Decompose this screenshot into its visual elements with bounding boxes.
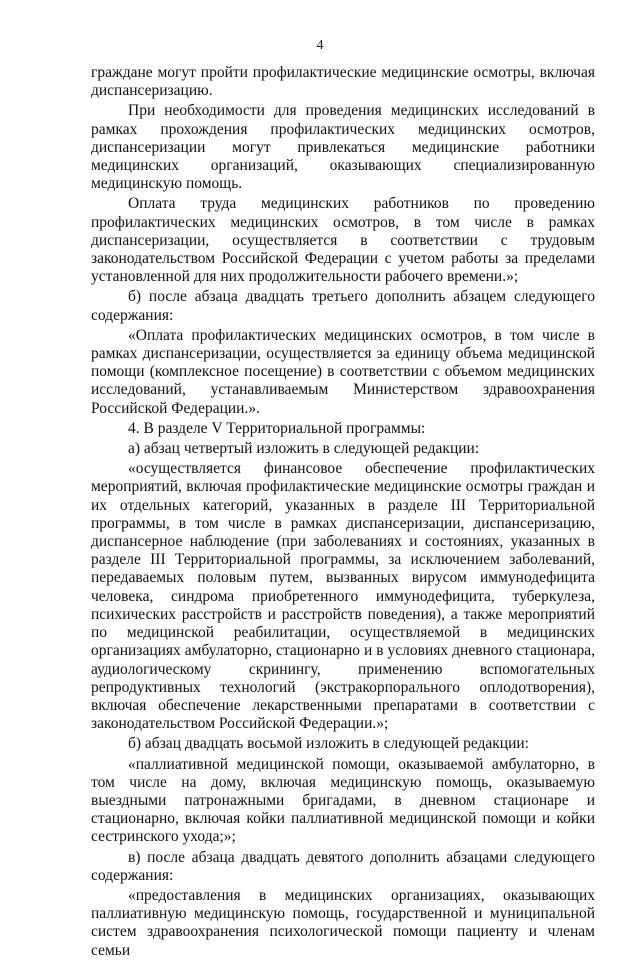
paragraph-10: «паллиативной медицинской помощи, оказываемой амбулаторно, в том числе на дому, включая медицинскую помощь, оказываемую выездными патронажными бригадами, в дневном стационаре и стационарно, включая койки паллиативной медицинской помощи и койки сестринского ухода;»; <box>91 755 595 846</box>
paragraph-2: При необходимости для проведения медицинских исследований в рамках прохождения профилактических медицинских осмотров, диспансеризации могут привлекаться медицинские работники медицинских организаций, оказывающих специализированную медицинскую помощь. <box>91 102 595 193</box>
paragraph-8: «осуществляется финансовое обеспечение профилактических мероприятий, включая профилактические медицинские осмотры граждан и их отдельных категорий, указанных в разделе III Территориальной программы, в том числе в рамках диспансеризации, диспансеризацию, диспансерное наблюдение (при заболеваниях и состояниях, указанных в разделе III Территориальной программы, за исключением заболеваний, передаваемых половым путем, вызванных вирусом иммунодефицита человека, синдрома приобретенного иммунодефицита, туберкулеза, психических расстройств и расстройств поведения), а также мероприятий по медицинской реабилитации, осуществляемой в медицинских организациях амбулаторно, стационарно и в условиях дневного стационара, аудиологическому скринингу, применению вспомогательных репродуктивных технологий (экстракорпорального оплодотворения), включая обеспечение лекарственными препаратами в соответствии с законодательством Российской Федерации.»; <box>91 460 595 733</box>
paragraph-5: «Оплата профилактических медицинских осмотров, в том числе в рамках диспансеризации, осуществляется за единицу объема медицинской помощи (комплексное посещение) в соответствии с объемом медицинских исследований, устанавливаемым Министерством здравоохранения Российской Федерации.». <box>91 326 595 417</box>
paragraph-1: граждане могут пройти профилактические медицинские осмотры, включая диспансеризацию. <box>91 64 595 100</box>
paragraph-4: б) после абзаца двадцать третьего дополнить абзацем следующего содержания: <box>91 288 595 324</box>
paragraph-12: «предоставления в медицинских организациях, оказывающих паллиативную медицинскую помощь, государственной и муниципальной систем здравоохранения психологической помощи пациенту и членам семьи <box>91 886 595 959</box>
paragraph-11: в) после абзаца двадцать девятого дополнить абзацами следующего содержания: <box>91 848 595 884</box>
paragraph-9: б) абзац двадцать восьмой изложить в следующей редакции: <box>128 735 529 753</box>
paragraph-3: Оплата труда медицинских работников по проведению профилактических медицинских осмотров, в том числе в рамках диспансеризации, осуществляется в соответствии с трудовым законодательством Российской Федерации с учетом работы за пределами установленной для них продолжительности рабочего времени.»; <box>91 195 595 286</box>
page-number: 4 <box>316 38 324 53</box>
paragraph-7: а) абзац четвертый изложить в следующей редакции: <box>128 440 480 458</box>
document-body <box>91 64 595 960</box>
paragraph-6: 4. В разделе V Территориальной программы: <box>128 419 426 437</box>
